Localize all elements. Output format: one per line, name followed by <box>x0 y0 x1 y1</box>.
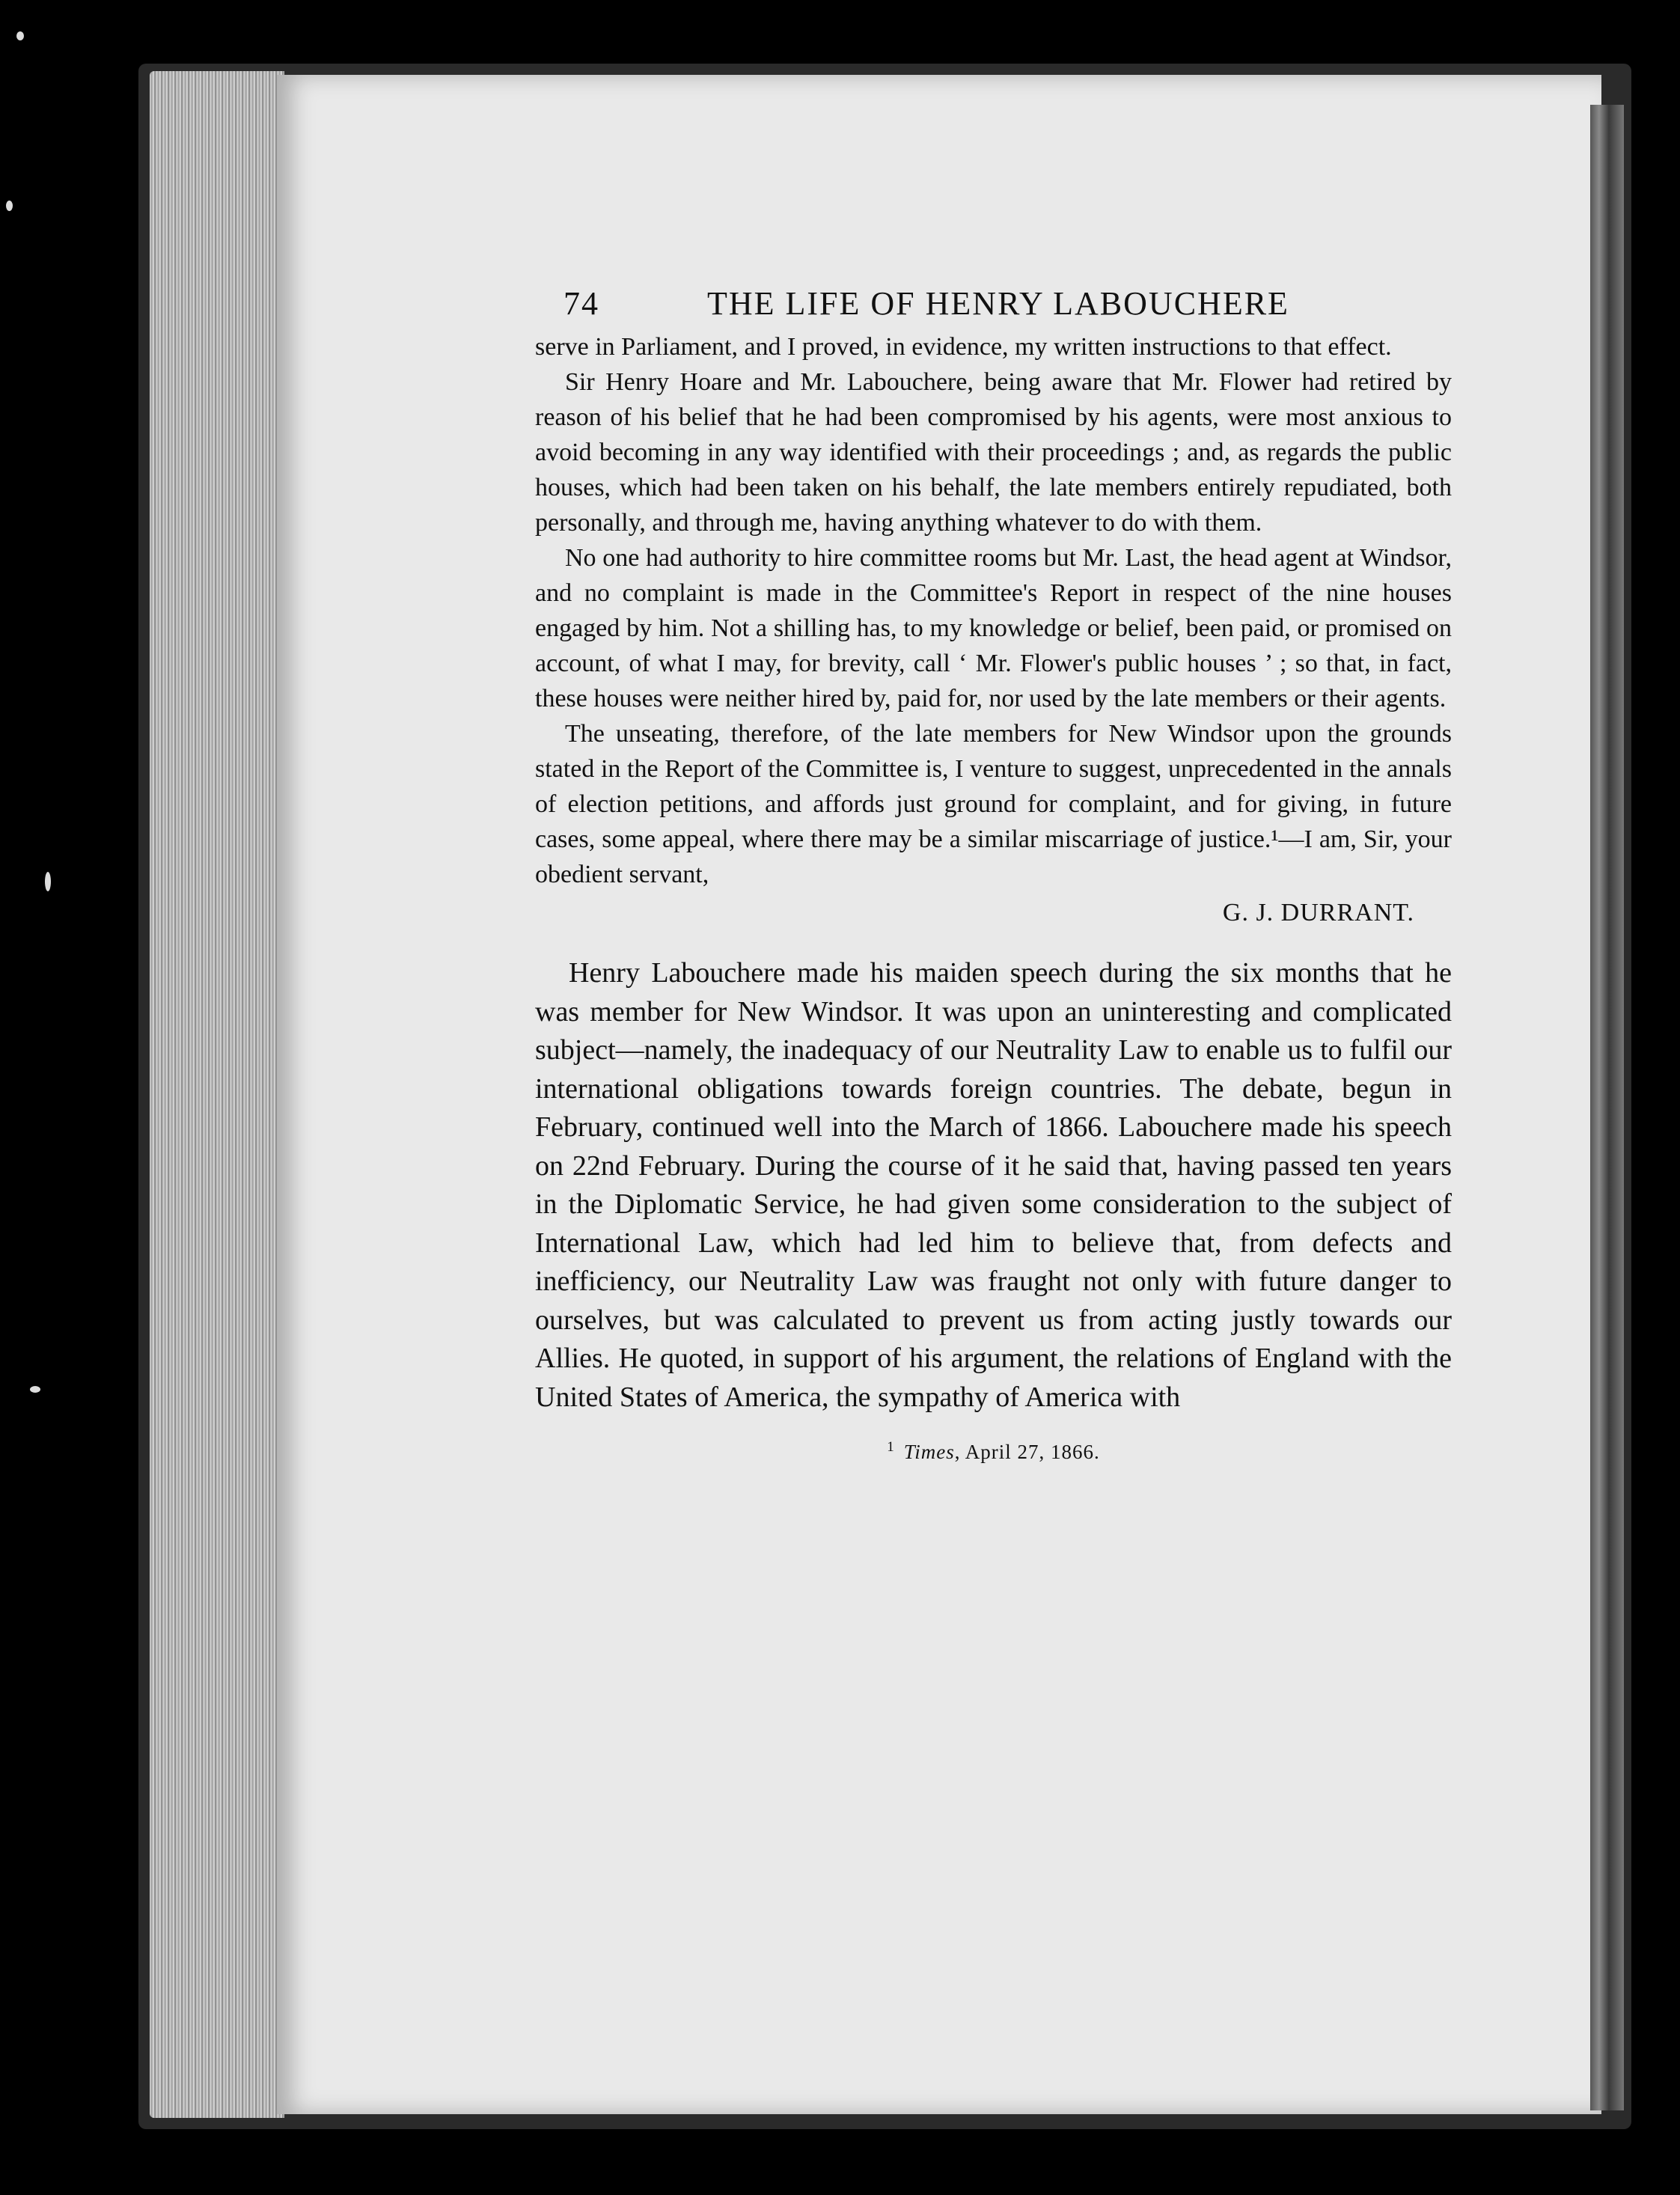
footnote-date: , April 27, 1866. <box>954 1441 1100 1463</box>
footnote <box>535 1439 1452 1464</box>
page-content <box>535 277 1452 1464</box>
page-number: 74 <box>563 285 599 322</box>
scan-speck <box>30 1386 40 1393</box>
letter-paragraph: The unseating, therefore, of the late members for New Windsor upon the grounds stated in the Report of the Committee is, I venture to suggest, unprecedented in the annals of election petitions, and affords just ground for complaint, and for giving, in future cases, some appeal, where there may be a similar miscarriage of justice.¹—I am, Sir, your obedient servant, <box>535 720 1452 888</box>
letter-paragraph: serve in Parliament, and I proved, in evidence, my written instructions to that effect. <box>535 333 1392 361</box>
scan-speck <box>45 872 51 891</box>
scan-speck <box>6 201 13 211</box>
running-head <box>535 277 1452 329</box>
letter-paragraph: Sir Henry Hoare and Mr. Labouchere, being aware that Mr. Flower had retired by reason of his belief that he had been compromised by his agents, were most anxious to avoid becoming in any way identified with their proceedings ; and, as regards the public houses, which had been taken on his behalf, the late members entirely repudiated, both personally, and through me, having anything whatever to do with them. <box>535 368 1452 537</box>
letter-paragraph: No one had authority to hire committee rooms but Mr. Last, the head agent at Windsor, and no complaint is made in the Committee's Report in respect of the nine houses engaged by him. Not a shilling has, to my knowledge or belief, been paid, or promised on account, of what I may, for brevity, call ‘ Mr. Flower's public houses ’ ; so that, in fact, these houses were neither hired by, paid for, nor used by the late members or their agents. <box>535 544 1452 712</box>
body-paragraph: Henry Labouchere made his maiden speech during the six months that he was member for New Windsor. It was upon an uninteresting and complicated subject—namely, the inadequacy of our Neutrality Law to enable us to fulfil our international obligations towards foreign countries. The debate, begun in February, continued well into the March of 1866. Labouchere made his speech on 22nd February. During the course of it he said that, having passed ten years in the Diplomatic Service, he had given some consideration to the subject of International Law, which had led him to believe that, from defects and inefficiency, our Neutrality Law was fraught not only with future danger to ourselves, but was calculated to prevent us from acting justly towards our Allies. He quoted, in support of his argument, the relations of England with the United States of America, the sympathy of America with <box>535 957 1452 1413</box>
quoted-letter <box>535 329 1452 892</box>
body-text <box>535 954 1452 1417</box>
page-edges <box>150 71 284 2118</box>
footnote-mark: 1 <box>887 1439 895 1455</box>
scan-speck <box>16 31 24 40</box>
letter-signature: G. J. DURRANT. <box>1222 899 1414 926</box>
running-title: THE LIFE OF HENRY LABOUCHERE <box>707 285 1289 322</box>
right-page-edge <box>1590 105 1624 2110</box>
footnote-source: Times <box>903 1441 955 1463</box>
